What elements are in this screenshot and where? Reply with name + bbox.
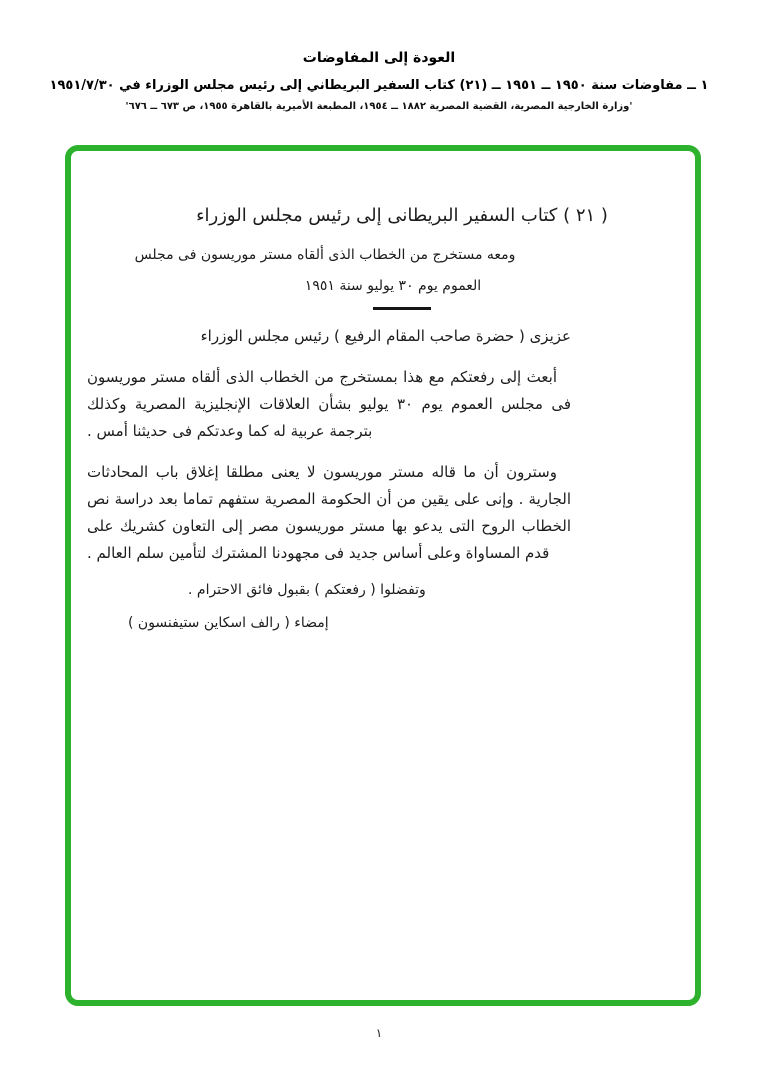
letter-salutation: عزيزى ( حضرة صاحب المقام الرفيع ) رئيس مجلس الوزراء: [200, 327, 571, 345]
letter-subtitle-line1: ومعه مستخرج من الخطاب الذى ألقاه مستر موريسون فى مجلس: [134, 247, 516, 263]
letter-title: ( ٢١ ) كتاب السفير البريطانى إلى رئيس مجلس الوزراء: [196, 205, 608, 226]
highlight-frame: [65, 145, 701, 1006]
section-title: العودة إلى المفاوضات: [302, 50, 456, 66]
divider-rule: [373, 307, 431, 310]
letter-subtitle-line2: العموم يوم ٣٠ يوليو سنة ١٩٥١: [304, 278, 482, 294]
letter-signature: إمضاء ( رالف اسكاين ستيفنسون ): [128, 615, 329, 631]
letter-paragraph-1: أبعث إلى رفعتكم مع هذا بمستخرج من الخطاب الذى ألقاه مستر موريسون فى مجلس العموم يوم ٣٠ يوليو بشأن العلاقات الإنجليزية المصرية وكذلك بترجمة عربية له كما وعدتكم فى حديثنا أمس .: [87, 368, 571, 440]
source-citation: 'وزارة الخارجية المصرية، القضية المصرية ١٨٨٢ ــ ١٩٥٤، المطبعة الأميرية بالقاهرة ١٩٥٥، ص ٦٧٣ ــ ٦٧٦': [125, 101, 633, 112]
letter-paragraph-2: وسترون أن ما قاله مستر موريسون لا يعنى مطلقا إغلاق باب المحادثات الجارية . وإنى على يقين من أن الحكومة المصرية ستفهم تماما بعد دراسة نص الخطاب الروح التى يدعو بها مستر موريسون مصر إلى التعاون كشريك على قدم المساواة وعلى أساس جديد فى مجهودنا المشترك لتأمين سلم العالم .: [87, 463, 571, 562]
entry-heading: ١ ــ مفاوضات سنة ١٩٥٠ ــ ١٩٥١ ــ (٢١) كتاب السفير البريطاني إلى رئيس مجلس الوزراء في ١٩٥١/٧/٣٠: [49, 78, 709, 93]
page-number: ١: [375, 1026, 383, 1040]
letter-closing: وتفضلوا ( رفعتكم ) بقبول فائق الاحترام .: [188, 582, 426, 598]
page-header: [0, 50, 758, 112]
